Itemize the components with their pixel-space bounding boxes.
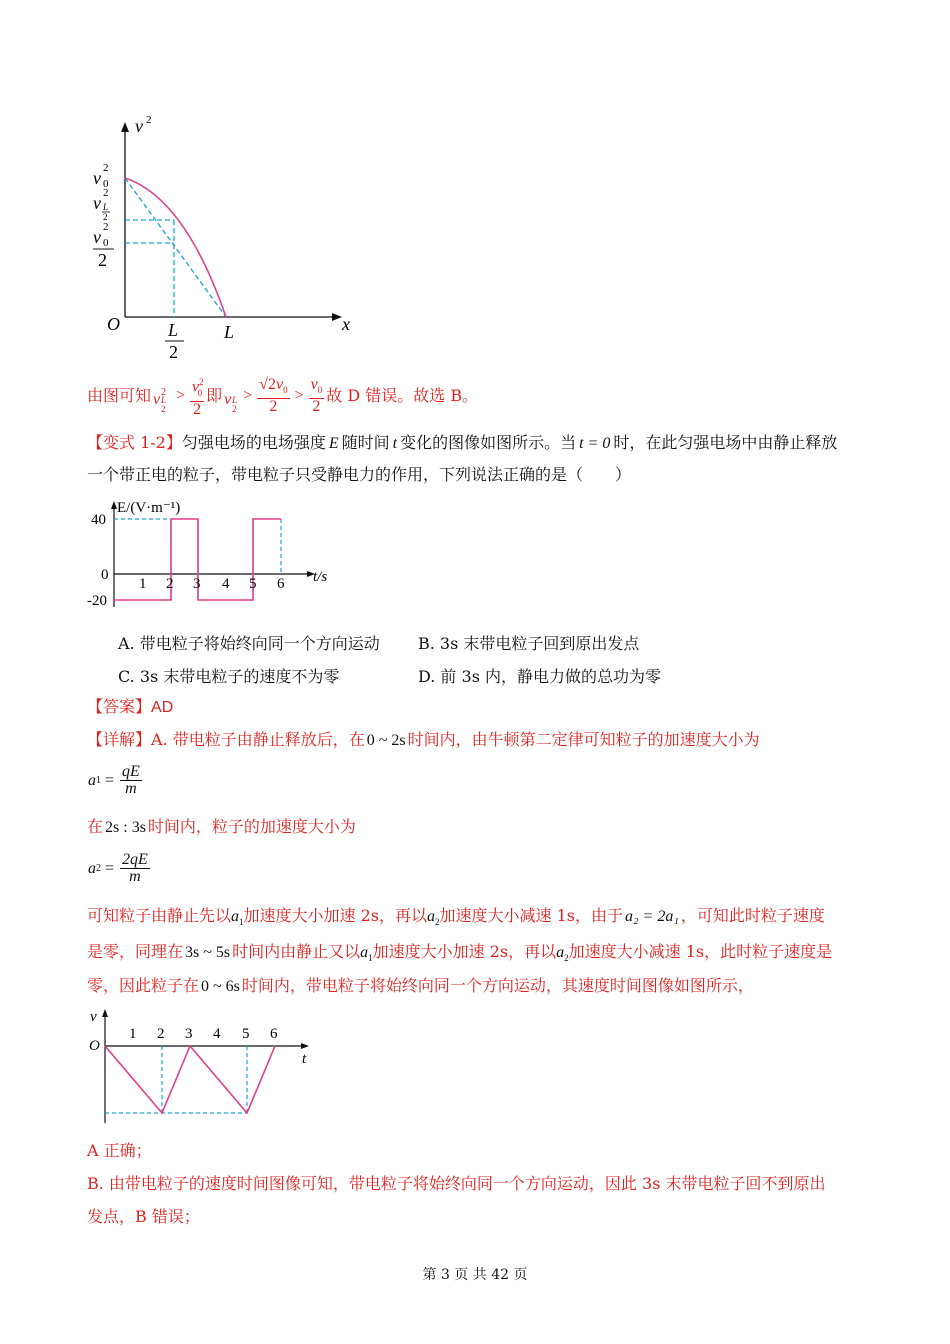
graph3-v-curve (105, 1046, 275, 1113)
graph2-x-tick-2: 2 (166, 576, 174, 592)
page-footer: 第 3 页 共 42 页 (422, 1267, 528, 1283)
graph3-x-arrow (301, 1043, 309, 1049)
conclusion-vL2sq: v 2 L 2 (153, 387, 167, 414)
graph3-x-tick-4: 4 (213, 1026, 221, 1042)
graph3-x-tick-3: 3 (185, 1026, 193, 1042)
answer-tag: 【答案】 (87, 697, 152, 716)
option-b[interactable]: B. 3s 末带电粒子回到原出发点 (418, 634, 640, 653)
conclusion-ji: 即 (206, 386, 223, 405)
graph3-y-label: v (90, 1009, 97, 1025)
x-tick-half-num: L (168, 320, 179, 340)
tick-v0sq-half-sub: 0 (103, 237, 109, 249)
answer-value: AD (151, 699, 174, 716)
conclusion-gt3: > (294, 387, 304, 404)
tick-vL2sq-subden: 2 (103, 212, 108, 222)
graph3-y-arrow (102, 1009, 108, 1017)
question-line-2: 一个带正电的粒子，带电粒子只受静电力的作用，下列说法正确的是（ ） (87, 465, 632, 484)
option-c[interactable]: C. 3s 末带电粒子的速度不为零 (118, 667, 340, 686)
graph3-x-label: t (302, 1051, 307, 1067)
x-tick-L: L (224, 322, 235, 342)
v-t-graph (85, 1005, 325, 1130)
graph2-y-0: 0 (101, 567, 109, 583)
graph3-x-tick-1: 1 (129, 1026, 137, 1042)
conclusion-frac-v0sq-2: $\frac{v^2_0}{2}$ (190, 374, 204, 418)
option-a[interactable]: A. 带电粒子将始终向同一个方向运动 (118, 634, 380, 653)
tick-v0sq-half-num: v (93, 227, 101, 247)
tick-v0sq-half-sup: 2 (103, 221, 109, 233)
graph2-y-40: 40 (91, 512, 106, 528)
graph1-x-label: x (342, 314, 350, 334)
conclusion-vL2: v L 2 (224, 391, 238, 414)
conclusion-frac-v0-2: $\frac{v_0}{2}$ (310, 375, 323, 416)
question-tag: 【变式 1-2】 (87, 433, 182, 452)
x-tick-half-den: 2 (169, 342, 178, 362)
tail-b-line-2: 发点，B 错误； (87, 1207, 200, 1226)
graph1-x-arrow (332, 313, 342, 321)
graph2-y-m20: -20 (87, 593, 107, 609)
graph2-x-label: t/s (313, 569, 328, 585)
graph1-y-label-sup: 2 (146, 114, 152, 126)
v2-x-graph (90, 112, 370, 367)
graph2-x-tick-5: 5 (249, 576, 257, 592)
conclusion-gt2: > (243, 387, 253, 404)
graph1-y-arrow (121, 122, 129, 132)
equation-a2: a 2 = $\frac{2qE}{m}$ (88, 851, 148, 885)
graph1-origin: O (107, 314, 120, 334)
explain-line-2: 在 2s : 3s 时间内，粒子的加速度大小为 (87, 817, 356, 836)
tick-vL2sq: v (93, 193, 101, 213)
conclusion-gt1: > (176, 387, 186, 404)
tick-v0sq-sub: 0 (103, 178, 109, 190)
conclusion-frac-sqrt2v0-2: $\frac{√2v_0}{2}$ (259, 375, 288, 416)
graph2-x-tick-1: 1 (139, 576, 147, 592)
e-t-graph (85, 497, 345, 615)
graph3-x-tick-6: 6 (270, 1026, 278, 1042)
explain-line-5: 零，因此粒子在 0 ~ 6s 时间内，带电粒子将始终向同一个方向运动，其速度时间图像如图所示， (87, 976, 754, 995)
graph2-x-tick-4: 4 (222, 576, 230, 592)
tick-v0sq: v (93, 168, 101, 188)
tick-vL2sq-sub: L (103, 202, 109, 212)
graph3-x-tick-5: 5 (242, 1026, 250, 1042)
option-d[interactable]: D. 前 3s 内，静电力做的总功为零 (418, 667, 661, 686)
tail-b-line-1: B. 由带电粒子的速度时间图像可知，带电粒子将始终向同一个方向运动，因此 3s 末带电粒子回不到原出 (87, 1174, 826, 1193)
tick-v0sq-half-den: 2 (98, 250, 107, 270)
graph2-x-tick-6: 6 (277, 576, 285, 592)
graph2-y-label: E/(V·m⁻¹) (117, 500, 181, 516)
question-line-1: 【变式 1-2】匀强电场的电场强度 E 随时间 t 变化的图像如图所示。当 t = 0 时，在此匀强电场中由静止释放 (87, 433, 838, 452)
graph1-y-label: v (135, 116, 143, 136)
graph3-origin: O (89, 1038, 100, 1054)
graph2-x-tick-3: 3 (193, 576, 201, 592)
equation-a1: a 1 = $\frac{qE}{m}$ (88, 763, 140, 797)
answer-line (87, 697, 173, 718)
explain-line-4: 是零，同理在 3s ~ 5s 时间内由静止又以$a_1$加速度大小加速 2s，再以$a_2$加速度大小减速 1s，此时粒子速度是 (87, 942, 833, 964)
explain-line-3: 可知粒子由静止先以$a_1$加速度大小加速 2s，再以$a_2$加速度大小减速 1s，由于 a₂ = 2a₁ ，可知此时粒子速度 (87, 906, 825, 928)
conclusion-prefix: 由图可知 (87, 386, 152, 405)
conclusion-suffix: 故 D 错误。故选 B。 (326, 386, 479, 405)
graph3-x-tick-2: 2 (157, 1026, 165, 1042)
tick-v0sq-sup: 2 (103, 162, 109, 174)
tail-a-correct: A 正确； (87, 1141, 152, 1160)
graph1-dash-diag (125, 178, 226, 317)
explain-line-1: 【详解】A. 带电粒子由静止释放后，在 0 ~ 2s 时间内，由牛顿第二定律可知粒子的加速度大小为 (87, 730, 760, 749)
tick-vL2sq-sup: 2 (103, 187, 109, 199)
conclusion-line (87, 375, 479, 418)
